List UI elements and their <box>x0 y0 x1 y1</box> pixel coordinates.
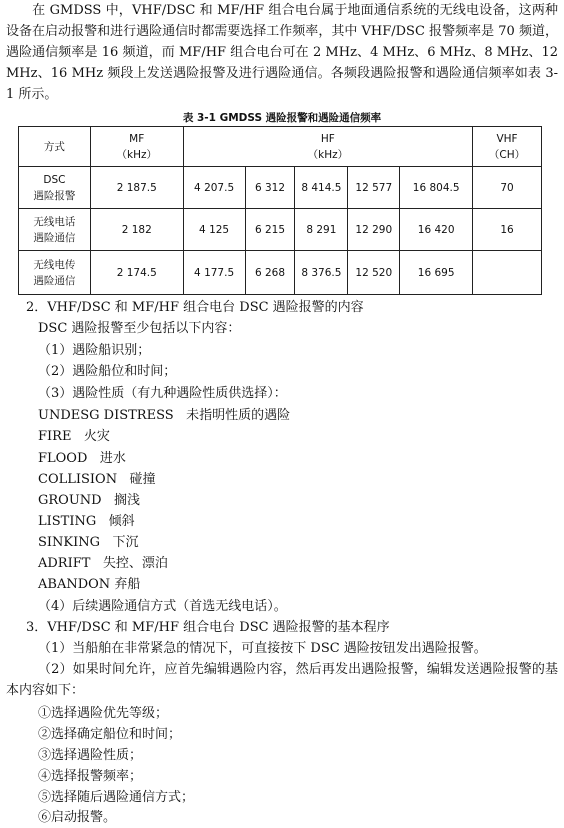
header-vhf-label: VHF <box>496 132 518 145</box>
nature-code: GROUND <box>38 493 102 508</box>
nature-meaning: 火灾 <box>83 429 110 444</box>
cell-mf: 2 187.5 <box>90 167 183 209</box>
list-item: （2）遇险船位和时间； <box>38 364 177 379</box>
cell-hf: 4 207.5 <box>183 167 245 209</box>
cell-hf: 8 414.5 <box>295 167 348 209</box>
cell-hf: 12 520 <box>348 251 400 295</box>
header-mf-label: MF <box>129 132 145 145</box>
nature-meaning: 搁浅 <box>114 493 141 508</box>
header-hf-unit: （kHz） <box>307 148 349 161</box>
row-mode <box>19 209 91 251</box>
cell-mf: 2 174.5 <box>90 251 183 295</box>
nature-meaning: 失控、漂泊 <box>102 556 168 571</box>
header-vhf <box>473 127 542 167</box>
cell-hf: 6 268 <box>245 251 295 295</box>
nature-meaning: 未指明性质的遇险 <box>186 408 291 423</box>
nature-item <box>38 405 290 426</box>
list-item: （4）后续遇险通信方式（首选无线电话）。 <box>38 599 287 614</box>
cell-hf: 12 577 <box>348 167 400 209</box>
row-mode-line1: 无线电话 <box>33 215 76 228</box>
header-mode: 方式 <box>19 127 91 167</box>
nature-code: SINKING <box>38 535 101 550</box>
cell-hf: 6 312 <box>245 167 295 209</box>
table-row <box>19 167 542 209</box>
cell-hf: 8 376.5 <box>295 251 348 295</box>
step-item: ③选择遇险性质； <box>38 748 143 763</box>
nature-code: FLOOD <box>38 451 88 466</box>
nature-code: COLLISION <box>38 472 118 487</box>
table-row <box>19 209 542 251</box>
nature-code: ADRIFT <box>38 556 91 571</box>
step-item: ⑥启动报警。 <box>38 810 117 825</box>
header-hf <box>183 127 472 167</box>
header-hf-label: HF <box>320 132 335 145</box>
header-mf <box>90 127 183 167</box>
step-item: ②选择确定船位和时间； <box>38 727 182 742</box>
row-mode <box>19 251 91 295</box>
step-item: ①选择遇险优先等级； <box>38 706 169 721</box>
header-mf-unit: （kHz） <box>116 148 157 161</box>
nature-meaning: 碰撞 <box>129 472 156 487</box>
nature-item <box>38 426 110 447</box>
table-caption: 表 3-1 GMDSS 遇险报警和遇险通信频率 <box>182 112 382 124</box>
section3-heading: 3．VHF/DSC 和 MF/HF 组合电台 DSC 遇险报警的基本程序 <box>26 620 390 635</box>
section2-heading: 2．VHF/DSC 和 MF/HF 组合电台 DSC 遇险报警的内容 <box>26 300 364 315</box>
cell-hf: 12 290 <box>348 209 400 251</box>
cell-vhf <box>473 251 542 295</box>
frequency-table <box>18 126 542 295</box>
list-item: （1）遇险船识别； <box>38 343 151 358</box>
cell-hf: 16 804.5 <box>400 167 473 209</box>
step-item: ⑤选择随后遇险通信方式； <box>38 790 195 805</box>
nature-meaning: 倾斜 <box>108 514 135 529</box>
nature-code: LISTING <box>38 514 97 529</box>
nature-code: UNDESG DISTRESS <box>38 408 174 423</box>
nature-item <box>38 532 138 553</box>
nature-item <box>38 574 140 595</box>
cell-vhf: 16 <box>473 209 542 251</box>
section3-paragraph: （2）如果时间允许，应首先编辑遇险内容，然后再发出遇险报警，编辑发送遇险报警的基本内容如下： <box>6 662 558 698</box>
cell-hf: 16 695 <box>400 251 473 295</box>
step-item: ④选择报警频率； <box>38 769 143 784</box>
nature-item <box>38 448 126 469</box>
nature-item <box>38 490 140 511</box>
table-header-row <box>19 127 542 167</box>
nature-item <box>38 511 135 532</box>
nature-code: FIRE <box>38 429 72 444</box>
intro-text: 在 GMDSS 中，VHF/DSC 和 MF/HF 组合电台属于地面通信系统的无线电设备，这两种设备在启动报警和进行遇险通信时都需要选择工作频率，其中 VHF/DSC 报警频率是 70 频道，遇险通信频率是 16 频道，而 MF/HF 组合电台可在 2 MHz、4 MHz、6 MHz、8 MHz、12 MHz、16 MHz 频段上发送遇险报警及进行遇险通信。各频段遇险报警和遇险通信频率如表 3-1 所示。 <box>6 3 558 102</box>
cell-hf: 16 420 <box>400 209 473 251</box>
cell-vhf: 70 <box>473 167 542 209</box>
cell-mf: 2 182 <box>90 209 183 251</box>
cell-hf: 4 125 <box>183 209 245 251</box>
cell-hf: 4 177.5 <box>183 251 245 295</box>
row-mode-line1: 无线电传 <box>33 258 76 271</box>
header-vhf-unit: （CH） <box>488 148 526 161</box>
nature-meaning: 下沉 <box>112 535 139 550</box>
row-mode <box>19 167 91 209</box>
row-mode-line2: 遇险通信 <box>33 231 76 244</box>
nature-item <box>38 553 168 574</box>
cell-hf: 6 215 <box>245 209 295 251</box>
section3-paragraph: （1）当船舶在非常紧急的情况下，可直接按下 DSC 遇险按钮发出遇险报警。 <box>38 641 487 656</box>
nature-code: ABANDON <box>38 577 111 592</box>
row-mode-line2: 遇险报警 <box>33 189 76 202</box>
cell-hf: 8 291 <box>295 209 348 251</box>
nature-item <box>38 469 156 490</box>
intro-paragraph <box>6 0 558 105</box>
nature-meaning: 弃船 <box>114 577 141 592</box>
row-mode-line1: DSC <box>43 173 66 186</box>
section2-lead: DSC 遇险报警至少包括以下内容： <box>38 321 241 336</box>
list-item: （3）遇险性质（有九种遇险性质供选择）： <box>38 386 287 401</box>
nature-meaning: 进水 <box>99 451 126 466</box>
table-row <box>19 251 542 295</box>
row-mode-line2: 遇险通信 <box>33 274 76 287</box>
